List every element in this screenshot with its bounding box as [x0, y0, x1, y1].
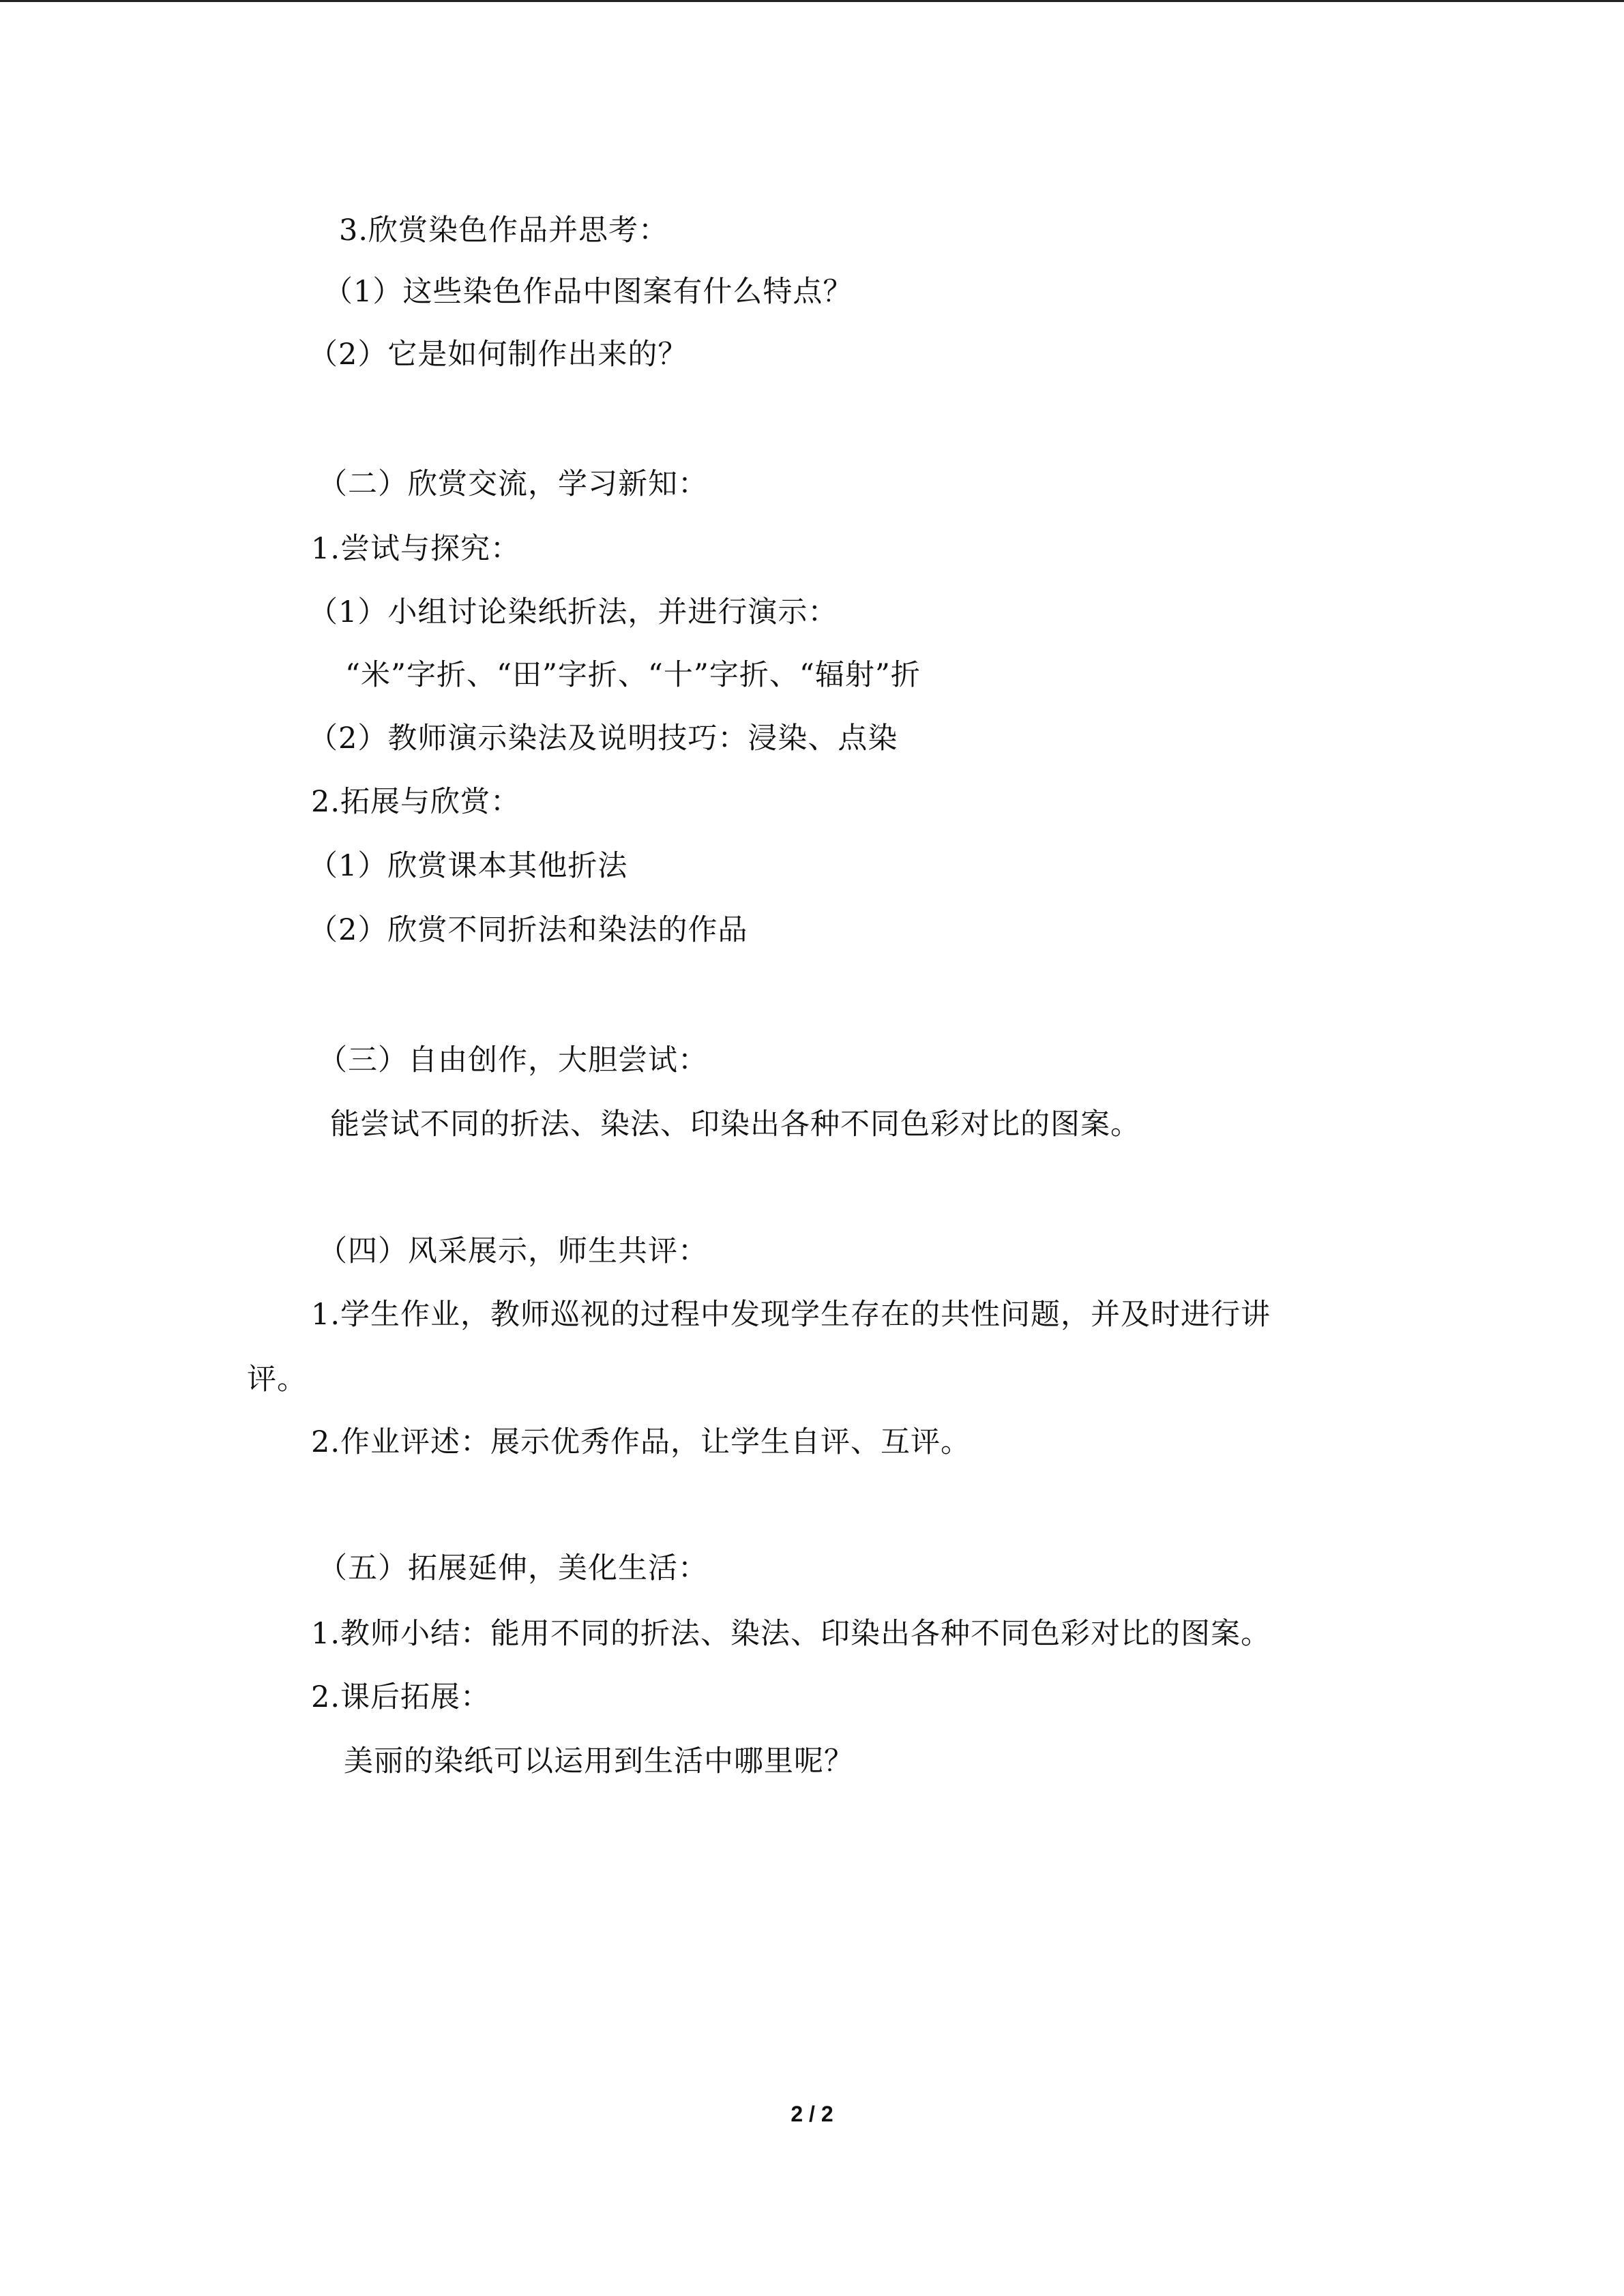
section1-question2: （2）它是如何制作出来的？ [308, 338, 688, 372]
page-number: 2 / 2 [791, 2102, 833, 2126]
section5-item2: 2.课后拓展： [311, 1680, 491, 1714]
section5-heading: （五）拓展延伸，美化生活： [318, 1551, 708, 1585]
section2-folds: “米”字折、“田”字折、“十”字折、“辐射”折 [345, 658, 921, 692]
section4-item1-line1: 1.学生作业，教师巡视的过程中发现学生存在的共性问题，并及时进行讲 [311, 1298, 1271, 1332]
section2-item2: 2.拓展与欣赏： [311, 785, 521, 819]
section5-item1: 1.教师小结：能用不同的折法、染法、印染出各种不同色彩对比的图案。 [311, 1617, 1271, 1651]
section1-question1: （1）这些染色作品中图案有什么特点？ [323, 275, 853, 309]
section4-heading: （四）风采展示，师生共评： [318, 1234, 708, 1268]
section2-item1: 1.尝试与探究： [311, 532, 521, 566]
section2-sub2: （2）教师演示染法及说明技巧：浸染、点染 [308, 721, 898, 756]
section2-sub4: （2）欣赏不同折法和染法的作品 [308, 913, 748, 947]
section3-body: 能尝试不同的折法、染法、印染出各种不同色彩对比的图案。 [330, 1107, 1140, 1142]
section4-item1-line2: 评。 [247, 1362, 307, 1397]
section3-heading: （三）自由创作，大胆尝试： [318, 1043, 708, 1077]
section5-question: 美丽的染纸可以运用到生活中哪里呢？ [344, 1744, 854, 1778]
section2-sub3: （1）欣赏课本其他折法 [308, 849, 628, 883]
page-top-border [0, 0, 1624, 2]
section2-heading: （二）欣赏交流，学习新知： [318, 467, 708, 501]
section2-sub1: （1）小组讨论染纸折法，并进行演示： [308, 595, 838, 629]
section4-item2: 2.作业评述：展示优秀作品，让学生自评、互评。 [311, 1425, 971, 1459]
section1-item3: 3.欣赏染色作品并思考： [339, 213, 669, 248]
